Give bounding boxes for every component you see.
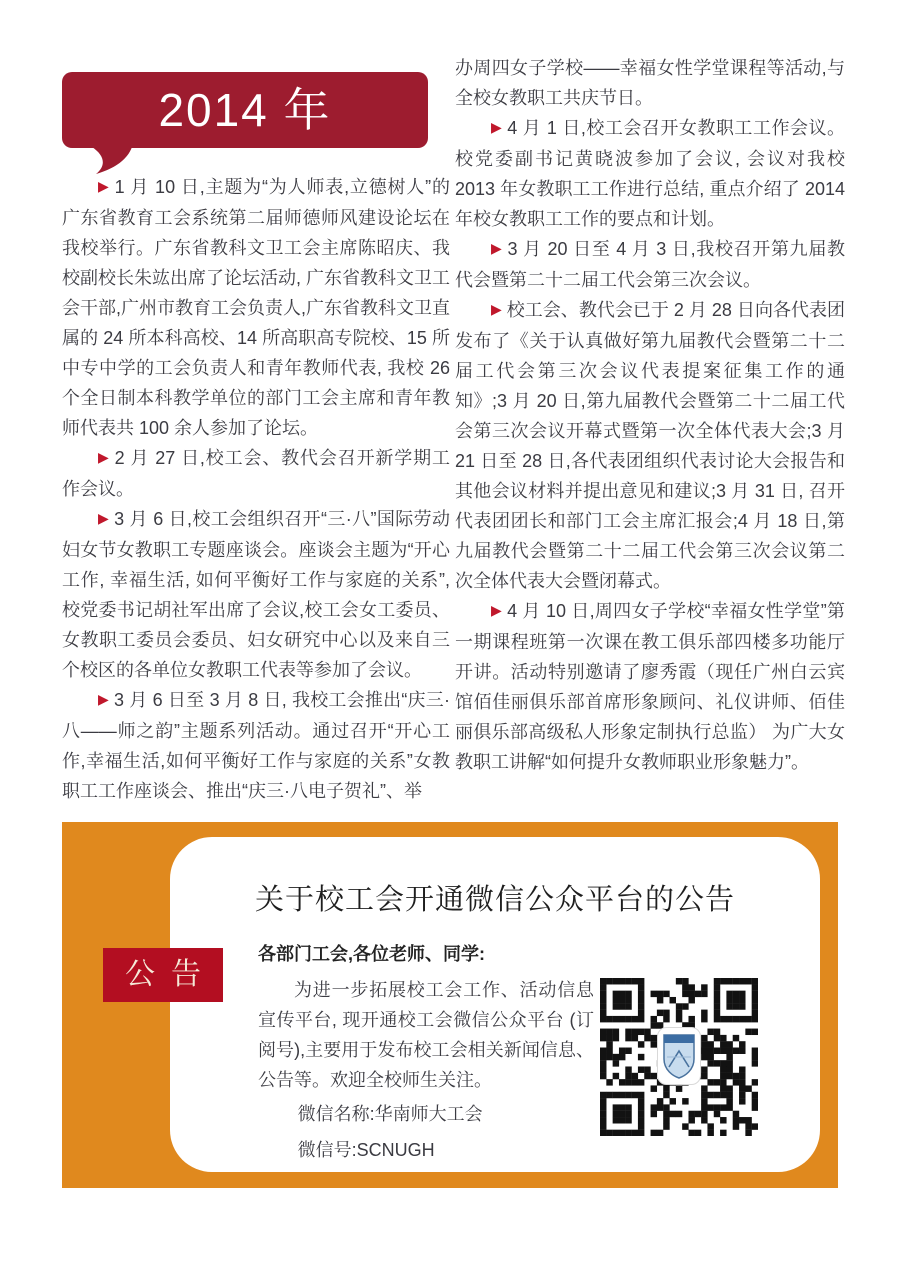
- wechat-id-line: 微信号:SCNUGH: [297, 1140, 435, 1160]
- school-crest-logo: [657, 1027, 701, 1085]
- timeline-entry-text: 3 月 6 日,校工会组织召开“三·八”国际劳动妇女节女教职工专题座谈会。座谈会主题为“开心工作, 幸福生活, 如何平衡好工作与家庭的关系”,校党委书记胡社军出席了会议,校工会女工委员、女教职工委员会委员、妇女研究中心以及来自三个校区的各单位女教职工代表等参加了会议。: [62, 509, 450, 680]
- timeline-entry-text: 4 月 1 日,校工会召开女教职工工作会议。校党委副书记黄晓波参加了会议, 会议对我校 2013 年女教职工工作进行总结, 重点介绍了 2014 年校女教职工工作的要点和计划。: [455, 118, 845, 229]
- year-banner-label: 2014 年: [158, 84, 332, 136]
- timeline-entry-text: 2 月 27 日,校工会、教代会召开新学期工作会议。: [62, 448, 450, 499]
- timeline-entry-text: 校工会、教代会已于 2 月 28 日向各代表团发布了《关于认真做好第九届教代会暨第二十二届工代会第三次会议代表提案征集工作的通知》;3 月 20 日,第九届教代会暨第二十二届工代会第三次会议开幕式暨第一次全体代表大会;3 月 21 日至 28 日,各代表团组织代表讨论大会报告和其他会议材料并提出意见和建议;3 月 31 日, 召开代表团团长和部门工会主席汇报会;4 月 18 日,第九届教代会暨第二十二届工代会第三次会议第二次全体代表大会暨闭幕式。: [455, 300, 845, 591]
- notice-label-badge: [103, 948, 223, 1002]
- timeline-entry: [62, 172, 450, 443]
- announcement-card: [125, 837, 820, 1172]
- timeline-entry-text: 4 月 10 日,周四女子学校“幸福女性学堂”第一期课程班第一次课在教工俱乐部四楼多功能厅开讲。活动特别邀请了廖秀霞（现任广州白云宾馆佰佳丽俱乐部首席形象顾问、礼仪讲师、佰佳丽俱乐部高级私人形象定制执行总监） 为广大女教职工讲解“如何提升女教师职业形象魅力”。: [455, 601, 845, 772]
- timeline-entry-text: 1 月 10 日,主题为“为人师表,立德树人”的广东省教育工会系统第二届师德师风建设论坛在我校举行。广东省教科文卫工会主席陈昭庆、我校副校长朱竑出席了论坛活动, 广东省教科文卫工会干部,广州市教育工会负责人,广东省教科文卫直属的 24 所本科高校、14 所高职高专院校、15 所中专中学的工会负责人和青年教师代表, 我校 26 个全日制本科教学单位的部门工会主席和青年教师代表共 100 余人参加了论坛。: [62, 177, 450, 438]
- shield-icon: [657, 1027, 701, 1085]
- timeline-entry: [455, 295, 845, 596]
- timeline-entry: [455, 234, 845, 295]
- announcement-salutation: 各部门工会,各位老师、同学:: [258, 944, 485, 964]
- announcement-body-text: 为进一步拓展校工会工作、活动信息宣传平台, 现开通校工会微信公众平台 (订阅号),主要用于发布校工会相关新闻信息、公告等。欢迎全校师生关注。: [258, 980, 594, 1090]
- bullet-arrow-icon: ▶: [491, 602, 503, 618]
- announcement-content: [258, 939, 594, 1167]
- bullet-arrow-icon: ▶: [491, 240, 503, 256]
- bullet-arrow-icon: ▶: [98, 449, 110, 465]
- timeline-column-right: [455, 53, 845, 777]
- banner-tail-decoration: [90, 147, 134, 175]
- announcement-title: 关于校工会开通微信公众平台的公告: [254, 884, 735, 916]
- wechat-name-line: 微信名称:华南师大工会: [297, 1104, 483, 1124]
- timeline-entry-text: 3 月 6 日至 3 月 8 日, 我校工会推出“庆三·八——师之韵”主题系列活动。通过召开“开心工作,幸福生活,如何平衡好工作与家庭的关系”女教职工工作座谈会、推出“庆三·八电子贺礼”、举: [62, 690, 450, 801]
- bullet-arrow-icon: ▶: [491, 119, 503, 135]
- timeline-entry: [455, 113, 845, 234]
- bullet-arrow-icon: ▶: [98, 510, 110, 526]
- timeline-entry: [62, 685, 450, 806]
- bullet-arrow-icon: ▶: [98, 691, 109, 707]
- timeline-entry: [455, 596, 845, 777]
- timeline-entry: [62, 443, 450, 504]
- notice-label-text: 公告: [125, 958, 217, 991]
- timeline-entry-continuation: [455, 53, 845, 113]
- announcement-section: [62, 822, 838, 1188]
- wechat-qr-code: [600, 978, 758, 1136]
- bullet-arrow-icon: ▶: [98, 178, 110, 194]
- year-banner: [62, 72, 428, 148]
- bullet-arrow-icon: ▶: [491, 301, 502, 317]
- timeline-entry-text: 办周四女子学校——幸福女性学堂课程等活动,与全校女教职工共庆节日。: [455, 58, 845, 108]
- timeline-entry: [62, 504, 450, 685]
- timeline-entry-text: 3 月 20 日至 4 月 3 日,我校召开第九届教代会暨第二十二届工代会第三次会议。: [455, 239, 845, 290]
- timeline-column-left: [62, 172, 450, 806]
